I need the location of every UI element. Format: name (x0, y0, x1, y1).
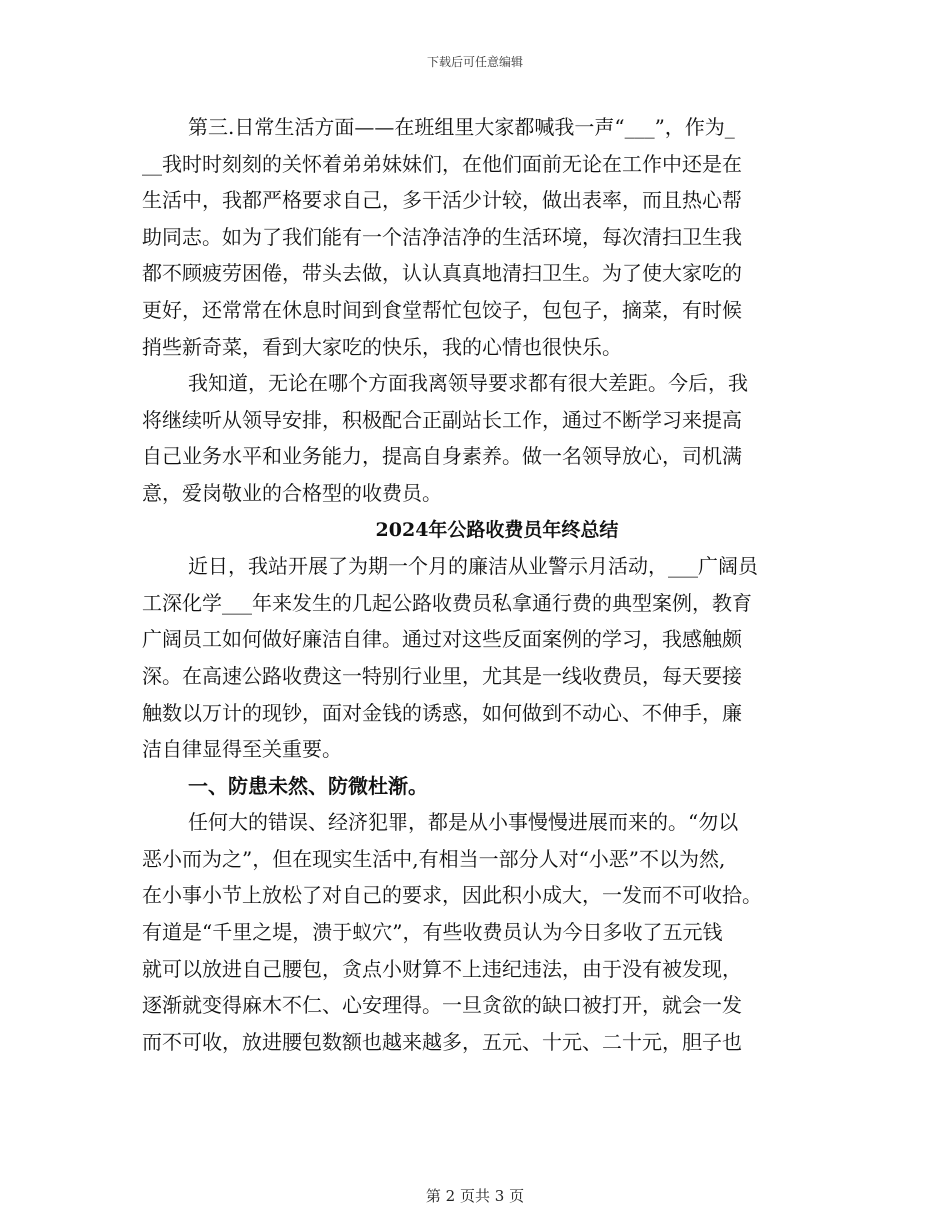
page-header: 下载后可任意编辑 (426, 55, 523, 69)
paragraph-line: 触数以万计的现钞，面对金钱的诱惑，如何做到不动心、不伸手，廉 (142, 700, 742, 725)
paragraph-line: 逐渐就变得麻木不仁、心安理得。一旦贪欲的缺口被打开，就会一发 (142, 993, 742, 1018)
paragraph-line: 近日，我站开展了为期一个月的廉洁从业警示月活动，___广阔员 (188, 554, 758, 579)
paragraph-line: 广阔员工如何做好廉洁自律。通过对这些反面案例的学习，我感触颇 (142, 627, 742, 652)
subsection-heading: 一、防患未然、防微杜渐。 (188, 773, 428, 798)
document-body (142, 109, 812, 1060)
paragraph-line: 工深化学___年来发生的几起公路收费员私拿通行费的典型案例，教育 (142, 590, 752, 615)
paragraph-line: 意，爱岗敬业的合格型的收费员。 (142, 480, 442, 505)
paragraph-line: 第三.日常生活方面——在班组里大家都喊我一声“___”，作为_ (188, 115, 735, 139)
paragraph-line: 更好，还常常在休息时间到食堂帮忙包饺子，包包子，摘菜，有时候 (142, 297, 742, 322)
paragraph-line: 恶小而为之”，但在现实生活中,有相当一部分人对“小恶”不以为然, (142, 846, 726, 871)
paragraph-line: 有道是“千里之堤，溃于蚁穴”，有些收费员认为今日多收了五元钱 (142, 920, 723, 945)
paragraph-line: 自己业务水平和业务能力，提高自身素养。做一名领导放心，司机满 (142, 444, 742, 469)
paragraph-line: 捎些新奇菜，看到大家吃的快乐，我的心情也很快乐。 (142, 334, 622, 359)
paragraph-line: __我时时刻刻的关怀着弟弟妹妹们，在他们面前无论在工作中还是在 (142, 151, 742, 176)
paragraph-line: 洁自律显得至关重要。 (142, 737, 342, 762)
paragraph-line: 在小事小节上放松了对自己的要求，因此积小成大，一发而不可收拾。 (142, 883, 762, 908)
paragraph-line: 生活中，我都严格要求自己，多干活少计较，做出表率，而且热心帮 (142, 188, 742, 213)
page-footer: 第 2 页共 3 页 (425, 1187, 525, 1205)
section-title: 2024年公路收费员年终总结 (375, 518, 619, 541)
paragraph-line: 而不可收，放进腰包数额也越来越多，五元、十元、二十元，胆子也 (142, 1029, 742, 1054)
paragraph-line: 任何大的错误、经济犯罪，都是从小事慢慢进展而来的。“勿以 (188, 810, 739, 835)
paragraph-line: 就可以放进自己腰包，贪点小财算不上违纪违法，由于没有被发现， (142, 956, 742, 981)
paragraph-line: 深。在高速公路收费这一特别行业里，尤其是一线收费员，每天要接 (142, 663, 742, 688)
paragraph-line: 将继续听从领导安排，积极配合正副站长工作，通过不断学习来提高 (142, 407, 742, 432)
paragraph-line: 都不顾疲劳困倦，带头去做，认认真真地清扫卫生。为了使大家吃的 (142, 261, 742, 286)
paragraph-line: 我知道，无论在哪个方面我离领导要求都有很大差距。今后，我 (188, 371, 748, 396)
paragraph-line: 助同志。如为了我们能有一个洁净洁净的生活环境，每次清扫卫生我 (142, 224, 742, 249)
